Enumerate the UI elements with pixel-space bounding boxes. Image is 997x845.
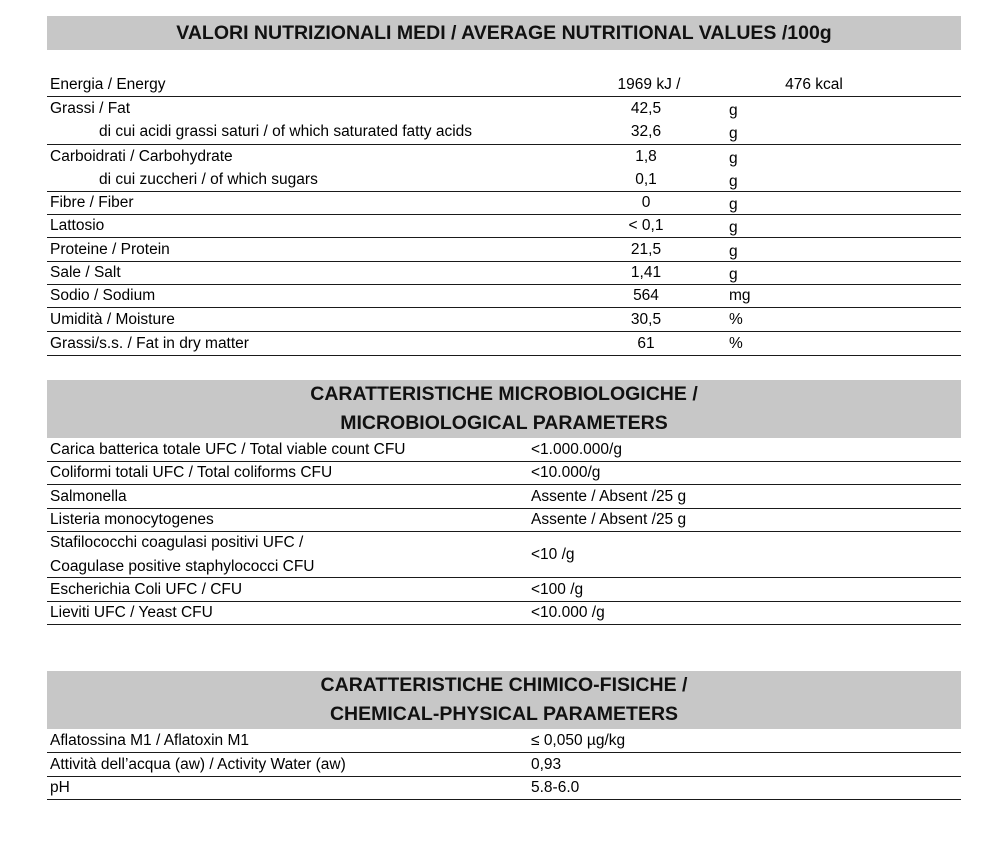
nutrition-value: 0: [641, 194, 651, 211]
nutrition-value: 1,41: [630, 264, 662, 281]
nutrition-unit: g: [729, 242, 738, 260]
nutrition-label: Proteine / Protein: [50, 240, 170, 258]
nutrition-row: [47, 262, 961, 285]
energy-kcal: 476 kcal: [785, 75, 843, 93]
nutrition-label: Umidità / Moisture: [50, 310, 175, 328]
energy-label: Energia / Energy: [50, 75, 166, 93]
nutrition-label: Lattosio: [50, 217, 105, 234]
nutrition-value: 0,1: [635, 170, 657, 188]
chem-value: 5.8-6.0: [531, 779, 580, 796]
chem-row: [47, 753, 961, 777]
chem-row: [47, 729, 961, 753]
chem-value: 0,93: [531, 755, 562, 773]
micro-value: <10.000/g: [531, 464, 601, 481]
nutrition-unit: g: [729, 102, 738, 119]
nutrition-label: Carboidrati / Carbohydrate: [50, 147, 233, 165]
micro-title-line1: CARATTERISTICHE MICROBIOLOGICHE /: [310, 383, 698, 405]
micro-row: [47, 485, 961, 509]
nutrition-label: Grassi / Fat: [50, 100, 131, 117]
nutrition-row: [47, 238, 961, 262]
nutrition-row: [47, 215, 961, 238]
micro-label: Salmonella: [50, 487, 127, 505]
micro-label: Carica batterica totale UFC / Total viable count CFU: [50, 440, 406, 458]
micro-label: Listeria monocytogenes: [50, 511, 214, 528]
nutrition-label: Sodio / Sodium: [50, 287, 156, 304]
nutrition-value: < 0,1: [628, 217, 664, 234]
chem-value: ≤ 0,050 µg/kg: [531, 731, 626, 749]
nutrition-value: 564: [633, 287, 659, 304]
nutrition-row-carbohydrate: [47, 145, 961, 192]
nutrition-unit: g: [729, 266, 738, 283]
micro-label: Escherichia Coli UFC / CFU: [50, 580, 243, 598]
nutrition-row: [47, 285, 961, 308]
chem-title: [47, 671, 961, 729]
nutrition-value: 21,5: [630, 240, 662, 258]
micro-row: [47, 509, 961, 532]
nutrition-unit: %: [729, 334, 743, 352]
nutrition-title: VALORI NUTRIZIONALI MEDI / AVERAGE NUTRITIONAL VALUES /100g: [47, 16, 961, 50]
nutrition-unit: mg: [729, 287, 751, 304]
chem-label: pH: [50, 779, 70, 796]
nutrition-value: 61: [637, 334, 655, 352]
nutrition-row: [47, 308, 961, 332]
chem-title-line1: CARATTERISTICHE CHIMICO-FISICHE /: [320, 674, 688, 696]
micro-label: Lieviti UFC / Yeast CFU: [50, 604, 213, 621]
chem-label: Attività dell’acqua (aw) / Activity Water (aw): [50, 755, 346, 773]
micro-label: [50, 532, 314, 577]
micro-label-line1: Stafilococchi coagulasi positivi UFC /: [50, 533, 304, 551]
nutrition-label: Grassi/s.s. / Fat in dry matter: [50, 334, 249, 352]
micro-value: <10.000 /g: [531, 604, 605, 621]
micro-row: [47, 532, 961, 578]
micro-value: <100 /g: [531, 580, 584, 598]
micro-value: <1.000.000/g: [531, 440, 622, 458]
micro-label: Coliformi totali UFC / Total coliforms CFU: [50, 464, 333, 481]
nutrition-unit: g: [729, 196, 738, 213]
micro-row: [47, 438, 961, 462]
micro-row: [47, 578, 961, 602]
nutrition-label: Fibre / Fiber: [50, 194, 134, 211]
nutrition-value: 30,5: [630, 310, 662, 328]
micro-label-line2: Coagulase positive staphylococci CFU: [50, 557, 315, 575]
micro-value: Assente / Absent /25 g: [531, 487, 687, 505]
nutrition-value: 1,8: [635, 147, 657, 165]
micro-title-line2: MICROBIOLOGICAL PARAMETERS: [340, 412, 668, 434]
nutrition-unit: %: [729, 310, 743, 328]
nutrition-unit: g: [729, 172, 738, 190]
nutrition-unit: g: [729, 125, 738, 142]
energy-row: [47, 73, 961, 97]
micro-title: [47, 380, 961, 438]
micro-row: [47, 602, 961, 625]
nutrition-row-fat: [47, 97, 961, 145]
micro-value: <10 /g: [531, 545, 575, 563]
chem-row: [47, 777, 961, 800]
micro-row: [47, 462, 961, 485]
micro-value: Assente / Absent /25 g: [531, 511, 687, 528]
nutrition-value: 42,5: [630, 100, 662, 117]
nutrition-row: [47, 192, 961, 215]
nutrition-unit: g: [729, 219, 738, 236]
chem-title-line2: CHEMICAL-PHYSICAL PARAMETERS: [329, 703, 679, 725]
chem-label: Aflatossina M1 / Aflatoxin M1: [50, 731, 250, 749]
nutrition-sublabel: di cui acidi grassi saturi / of which saturated fatty acids: [99, 123, 473, 140]
nutrition-label: Sale / Salt: [50, 264, 121, 281]
nutrition-row: [47, 332, 961, 356]
nutrition-value: 32,6: [630, 123, 662, 140]
energy-kj: 1969 kJ /: [617, 75, 681, 93]
nutrition-unit: g: [729, 149, 738, 167]
nutrition-sublabel: di cui zuccheri / of which sugars: [99, 170, 318, 188]
